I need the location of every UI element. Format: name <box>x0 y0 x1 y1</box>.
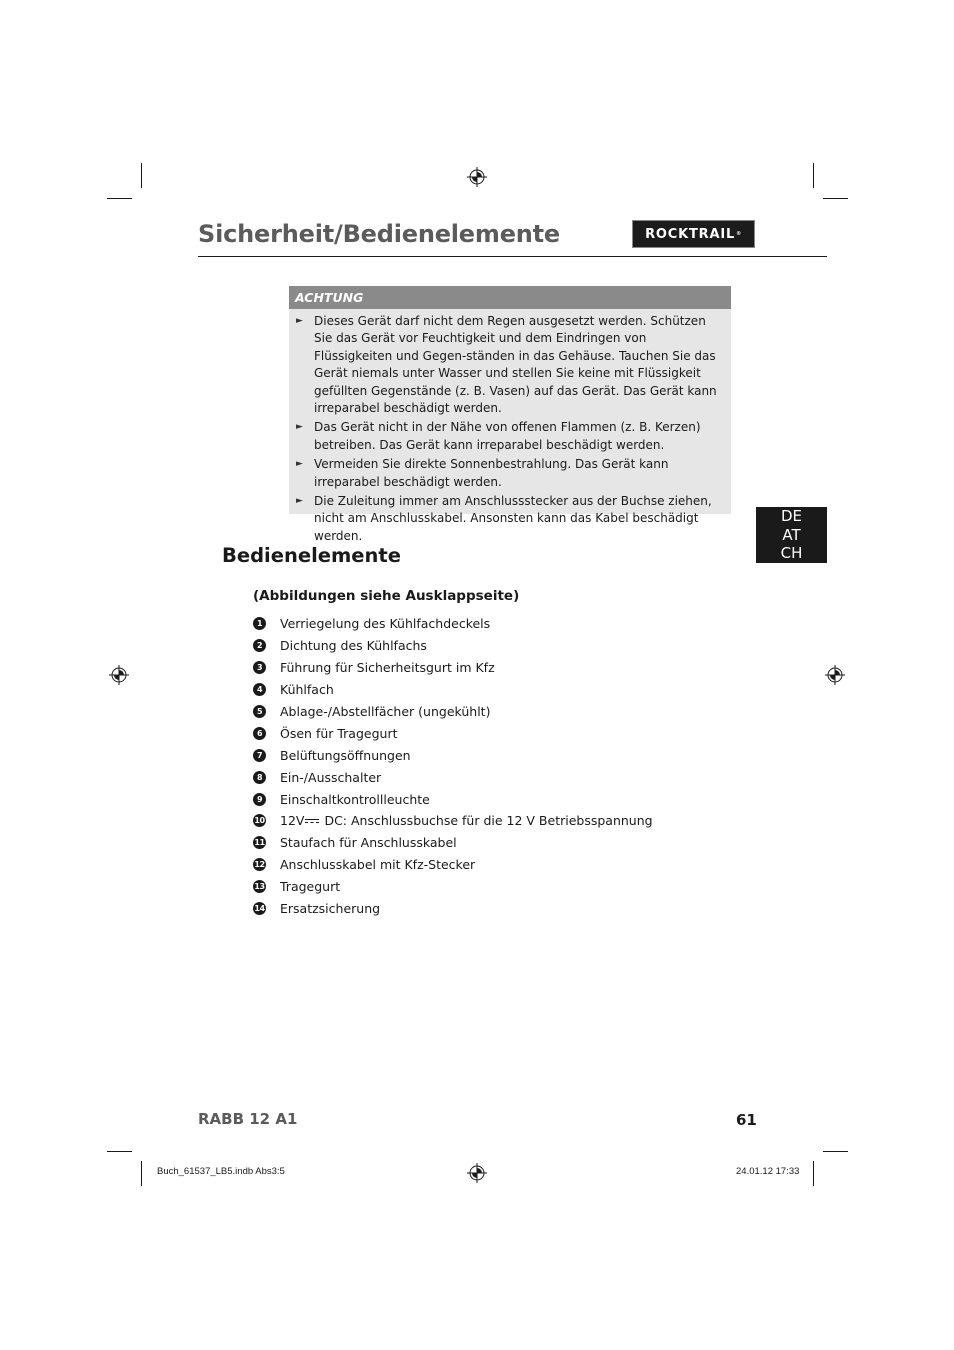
item-label: Ablage-/Abstellfächer (ungekühlt) <box>280 704 491 719</box>
crop-mark <box>813 163 814 188</box>
list-item <box>253 635 653 657</box>
item-label: Ersatzsicherung <box>280 901 381 917</box>
crop-mark <box>107 1151 132 1152</box>
list-item <box>253 854 653 876</box>
item-number: 10 <box>254 816 265 826</box>
item-number: 2 <box>253 639 266 652</box>
registered-mark: ® <box>736 231 742 237</box>
item-number: 1 <box>253 617 266 630</box>
item-label: DC: Anschlussbuchse für die 12 V Betriebsspannung <box>324 813 653 829</box>
item-label: Ein-/Ausschalter <box>280 769 382 785</box>
item-label: Anschlusskabel mit Kfz-Stecker <box>280 857 476 873</box>
dc-current-icon <box>305 817 319 825</box>
page-number: 61 <box>736 1111 757 1129</box>
arrow-right-icon: ► <box>296 496 303 507</box>
list-item <box>253 679 653 701</box>
warning-text: Vermeiden Sie direkte Sonnenbestrahlung. Das Gerät kann irreparabel beschädigt werden. <box>314 457 669 489</box>
crop-mark <box>823 1151 848 1152</box>
language-code: CH <box>780 544 803 562</box>
warning-item <box>289 493 731 545</box>
crop-mark <box>141 163 142 188</box>
list-item <box>253 701 653 723</box>
list-item <box>253 898 653 920</box>
item-number: 12 <box>254 860 265 870</box>
item-number: 13 <box>254 882 265 892</box>
warning-text: Die Zuleitung immer am Anschlussstecker aus der Buchse ziehen, nicht am Anschlusskabel. Ansonsten kann das Kabel beschädigt werden. <box>314 494 712 543</box>
warning-item <box>289 313 731 417</box>
section-title: Bedienelemente <box>222 544 401 567</box>
warning-text: Dieses Gerät darf nicht dem Regen ausgesetzt werden. Schützen Sie das Gerät vor Feuchtigkeit und dem Eindringen von Flüssigkeiten und Gegen-ständen in das Gehäuse. Tauchen Sie das Gerät niemals unter Wasser und stellen Sie keine mit Flüssigkeit gefüllten Gegenstände (z. B. Vasen) auf das Gerät. Das Gerät kann irreparabel beschädigt werden. <box>314 314 717 416</box>
item-label: Verriegelung des Kühlfachdeckels <box>280 616 491 632</box>
warning-item <box>289 419 731 454</box>
item-number: 7 <box>253 749 266 762</box>
arrow-right-icon: ► <box>296 422 303 433</box>
crop-mark <box>107 198 132 199</box>
list-item <box>253 613 653 635</box>
item-label-prefix: 12V <box>280 813 305 829</box>
list-item <box>253 832 653 854</box>
item-label: Staufach für Anschlusskabel <box>280 835 457 851</box>
item-number: 5 <box>253 705 266 718</box>
list-item <box>253 876 653 898</box>
list-item <box>253 810 653 832</box>
item-label: Tragegurt <box>280 879 341 895</box>
registration-mark-icon <box>825 665 845 685</box>
list-item <box>253 722 653 744</box>
registration-mark-icon <box>467 167 487 187</box>
controls-list <box>253 613 653 919</box>
print-slug-date: 24.01.12 17:33 <box>736 1166 800 1177</box>
language-code: DE <box>780 507 803 525</box>
title-divider <box>198 256 827 257</box>
warning-text: Das Gerät nicht in der Nähe von offenen Flammen (z. B. Kerzen) betreiben. Das Gerät kann irreparabel beschädigt werden. <box>314 420 701 452</box>
item-number: 11 <box>254 838 265 848</box>
brand-logo <box>632 220 755 248</box>
warning-box <box>289 286 731 543</box>
warning-list <box>289 313 731 547</box>
item-number: 14 <box>254 904 265 914</box>
list-item <box>253 788 653 810</box>
list-item <box>253 744 653 766</box>
language-code: AT <box>782 525 801 544</box>
list-item <box>253 766 653 788</box>
crop-mark <box>823 198 848 199</box>
list-item <box>253 657 653 679</box>
section-subtitle: (Abbildungen siehe Ausklappseite) <box>253 588 520 604</box>
item-label: Führung für Sicherheitsgurt im Kfz <box>280 660 495 676</box>
crop-mark <box>141 1161 142 1186</box>
registration-mark-icon <box>109 665 129 685</box>
item-number: 9 <box>253 793 266 806</box>
item-number: 8 <box>253 771 266 784</box>
item-label: Kühlfach <box>280 682 334 698</box>
item-label: Dichtung des Kühlfachs <box>280 638 427 654</box>
item-label: Ösen für Tragegurt <box>280 725 398 741</box>
model-number: RABB 12 A1 <box>198 1110 298 1128</box>
arrow-right-icon: ► <box>296 459 303 470</box>
crop-mark <box>813 1161 814 1186</box>
item-label: Einschaltkontrollleuchte <box>280 791 430 807</box>
registration-mark-icon <box>467 1163 487 1183</box>
warning-item <box>289 456 731 491</box>
arrow-right-icon: ► <box>296 316 303 326</box>
item-number: 6 <box>253 727 266 740</box>
warning-heading: ACHTUNG <box>289 286 731 309</box>
item-number: 4 <box>253 683 266 696</box>
item-number: 3 <box>253 661 266 674</box>
item-label: Belüftungsöffnungen <box>280 747 411 763</box>
print-slug-file: Buch_61537_LB5.indb Abs3:5 <box>157 1166 285 1177</box>
brand-name: ROCKTRAIL <box>645 226 736 242</box>
page-title: Sicherheit/Bedienelemente <box>198 220 561 248</box>
language-tab <box>756 507 827 563</box>
